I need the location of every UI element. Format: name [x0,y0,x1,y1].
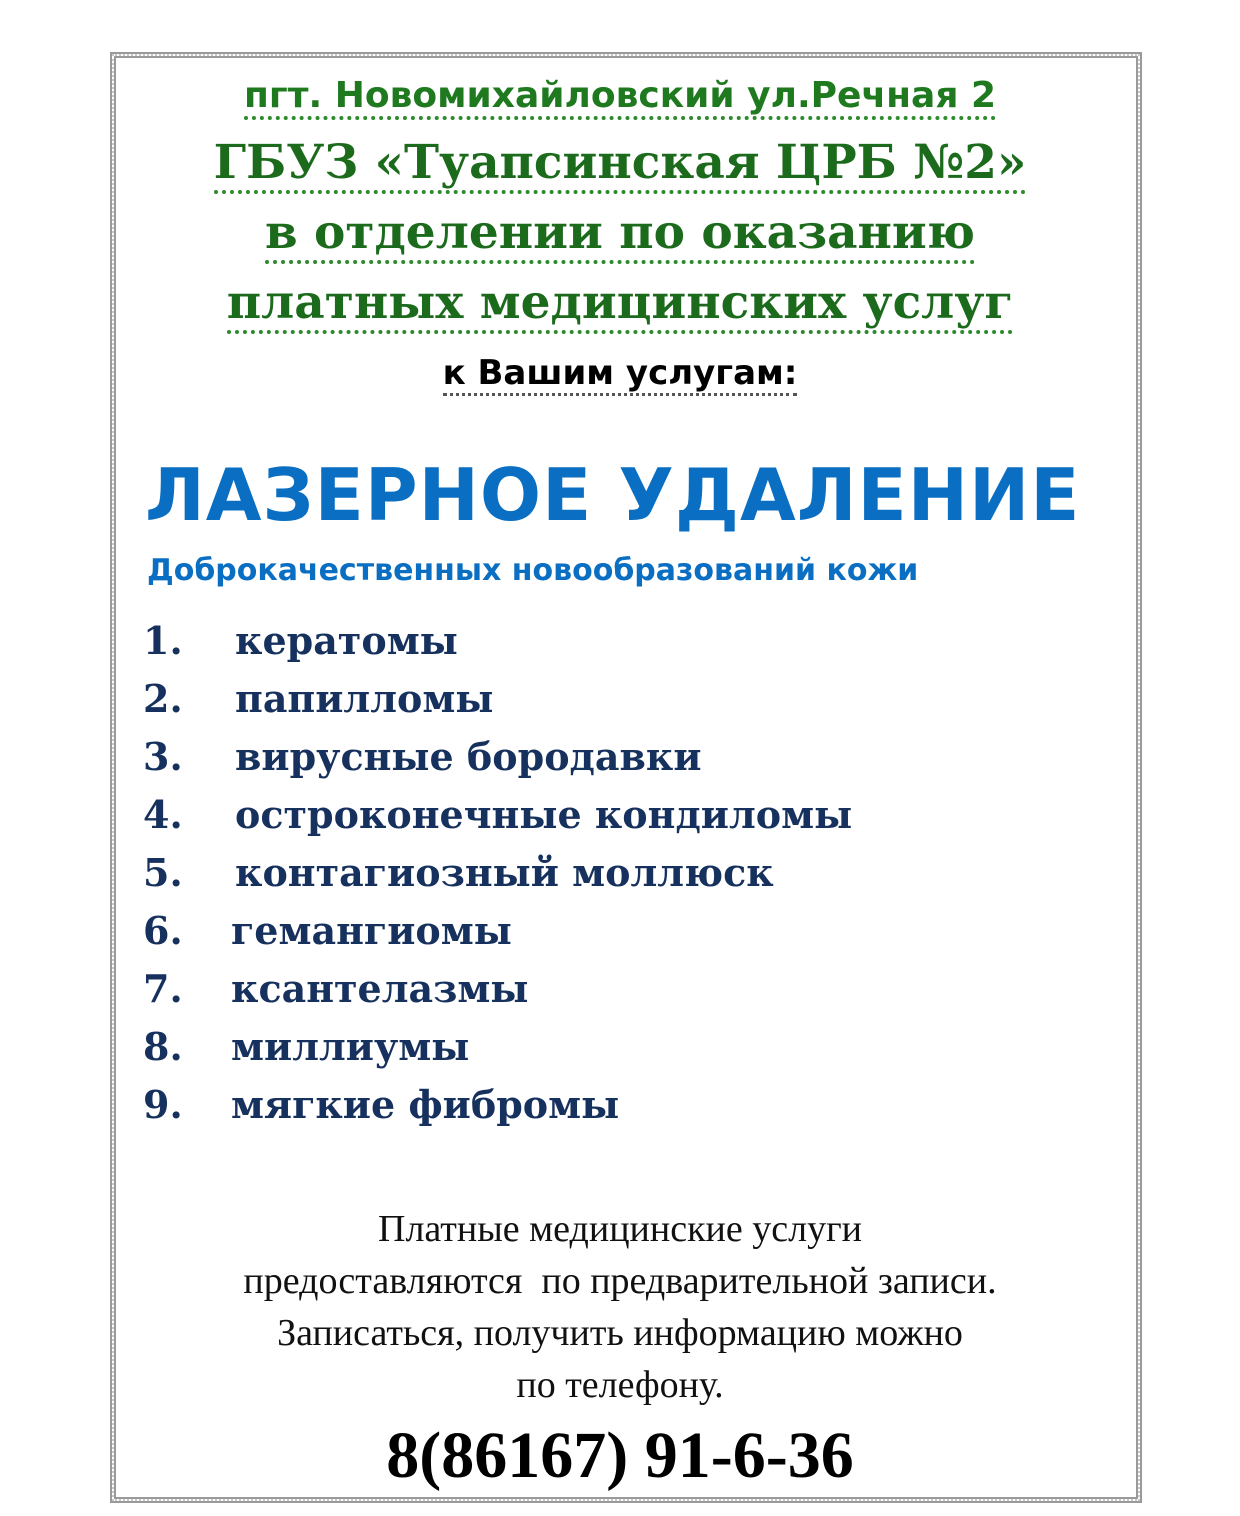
condition-number: 7. [143,966,183,1011]
condition-name: ксантелазмы [231,966,529,1011]
booking-info-line-2: предоставляются по предварительной записи. [243,1260,997,1302]
booking-info [0,1203,1240,1411]
condition-number: 8. [143,1024,183,1069]
condition-item [143,612,852,670]
condition-item [143,786,852,844]
condition-name: контагиозный моллюск [235,850,774,895]
condition-name: остроконечные кондиломы [235,792,853,837]
condition-name: миллиумы [231,1024,470,1069]
conditions-list [143,612,852,1134]
condition-number: 2. [143,676,183,721]
address-text: пгт. Новомихайловский ул.Речная 2 [244,75,996,120]
phone-number: 8(86167) 91-6-36 [386,1419,854,1492]
condition-item [143,728,852,786]
condition-item [143,1076,852,1134]
condition-name: вирусные бородавки [235,734,702,779]
department-line-1 [0,204,1240,262]
condition-number: 6. [143,908,183,953]
condition-number: 9. [143,1082,183,1127]
condition-number: 4. [143,792,183,837]
org-name-text: ГБУЗ «Туапсинская ЦРБ №2» [214,135,1027,194]
service-title: ЛАЗЕРНОЕ УДАЛЕНИЕ [145,453,1081,537]
booking-info-line-3: Записаться, получить информацию можно [277,1312,963,1354]
address [0,74,1240,118]
condition-name: гемангиомы [231,908,512,953]
org-name [0,134,1240,192]
department-line-2 [0,274,1240,332]
condition-item [143,844,852,902]
condition-name: кератомы [235,618,458,663]
condition-number: 3. [143,734,183,779]
condition-item [143,960,852,1018]
condition-number: 5. [143,850,183,895]
booking-info-line-1: Платные медицинские услуги [378,1208,862,1250]
services-label-text: к Вашим услугам: [443,353,798,396]
department-line-1-text: в отделении по оказанию [265,205,975,264]
department-line-2-text: платных медицинских услуг [227,275,1013,334]
condition-name: мягкие фибромы [231,1082,620,1127]
condition-number: 1. [143,618,183,663]
condition-item [143,670,852,728]
service-subtitle: Доброкачественных новообразований кожи [147,553,919,588]
condition-item [143,1018,852,1076]
condition-item [143,902,852,960]
booking-info-line-4: по телефону. [516,1364,724,1406]
condition-name: папилломы [235,676,494,721]
services-label [0,352,1240,394]
